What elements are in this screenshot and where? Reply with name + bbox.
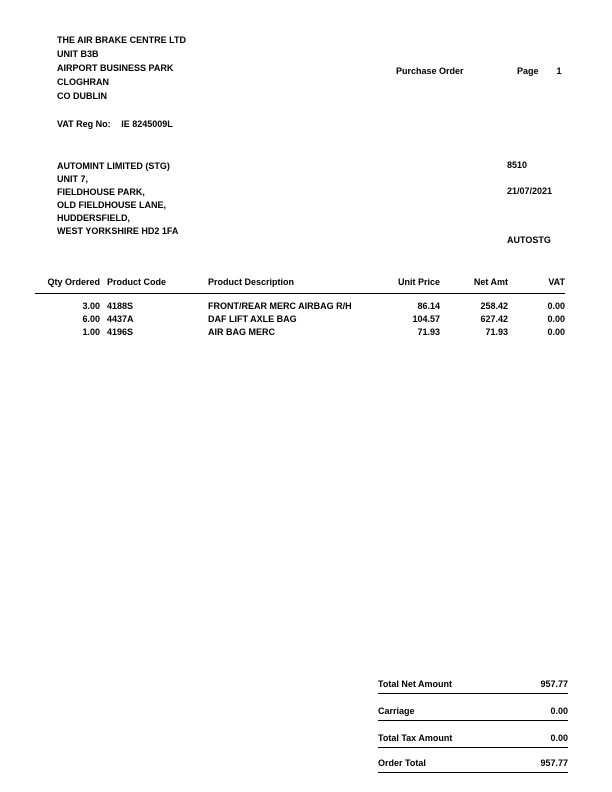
supplier-address-line: UNIT 7, [57, 174, 89, 184]
net-amt-cell: 258.42 [480, 301, 508, 311]
vat-cell: 0.00 [547, 314, 565, 324]
vat-reg-label: VAT Reg No: [57, 119, 111, 129]
company-address-line: CLOGHRAN [57, 77, 109, 87]
vat-cell: 0.00 [547, 327, 565, 337]
code-cell: 4437A [107, 314, 134, 324]
description-cell: DAF LIFT AXLE BAG [208, 314, 297, 324]
column-qty-ordered: Qty Ordered [35, 277, 100, 294]
net-amt-cell: 627.42 [480, 314, 508, 324]
vat-cell: 0.00 [547, 301, 565, 311]
order-total-row [378, 758, 568, 773]
code-cell: 4196S [107, 327, 134, 337]
table-row [35, 326, 565, 339]
total-label: Total Net Amount [378, 679, 452, 689]
supplier-address-line: WEST YORKSHIRE HD2 1FA [57, 226, 179, 236]
company-address-block [57, 33, 186, 103]
items-table [35, 277, 565, 339]
qty-cell: 6.00 [82, 314, 100, 324]
unit-price-cell: 86.14 [417, 301, 440, 311]
total-label: Order Total [378, 758, 426, 768]
column-net-amt: Net Amt [440, 277, 508, 294]
company-address-line: AIRPORT BUSINESS PARK [57, 63, 174, 73]
description-cell: FRONT/REAR MERC AIRBAG R/H [208, 301, 352, 311]
net-amt-cell: 71.93 [485, 327, 508, 337]
total-value: 957.77 [540, 758, 568, 768]
total-label: Carriage [378, 706, 415, 716]
document-title: Purchase Order [396, 66, 464, 76]
total-label: Total Tax Amount [378, 733, 453, 743]
description-cell: AIR BAG MERC [208, 327, 275, 337]
items-header-row [35, 277, 565, 294]
supplier-address-line: FIELDHOUSE PARK, [57, 187, 145, 197]
company-address-line: UNIT B3B [57, 49, 99, 59]
page-indicator [517, 66, 562, 76]
unit-price-cell: 71.93 [417, 327, 440, 337]
column-unit-price: Unit Price [370, 277, 440, 294]
supplier-name: AUTOMINT LIMITED (STG) [57, 161, 170, 171]
total-value: 0.00 [550, 733, 568, 743]
order-date: 21/07/2021 [507, 186, 553, 196]
page-label: Page [517, 66, 539, 76]
qty-cell: 1.00 [82, 327, 100, 337]
column-vat: VAT [508, 277, 565, 294]
supplier-address-line: OLD FIELDHOUSE LANE, [57, 200, 167, 210]
total-tax-amount-row [378, 733, 568, 748]
total-net-amount-row [378, 679, 568, 694]
column-product-description: Product Description [203, 277, 370, 294]
order-number: 8510 [507, 160, 528, 170]
vat-reg-number: IE 8245009L [121, 119, 173, 129]
vat-registration [57, 119, 173, 129]
supplier-address-block [57, 160, 178, 238]
qty-cell: 3.00 [82, 301, 100, 311]
supplier-address-line: HUDDERSFIELD, [57, 213, 131, 223]
carriage-row [378, 706, 568, 721]
page-number: 1 [556, 66, 562, 76]
column-product-code: Product Code [100, 277, 203, 294]
total-value: 957.77 [540, 679, 568, 689]
company-address-line: CO DUBLIN [57, 91, 107, 101]
unit-price-cell: 104.57 [412, 314, 440, 324]
table-row [35, 294, 565, 314]
total-value: 0.00 [550, 706, 568, 716]
table-row [35, 313, 565, 326]
code-cell: 4188S [107, 301, 134, 311]
account-code: AUTOSTG [507, 235, 551, 245]
company-name: THE AIR BRAKE CENTRE LTD [57, 35, 186, 45]
